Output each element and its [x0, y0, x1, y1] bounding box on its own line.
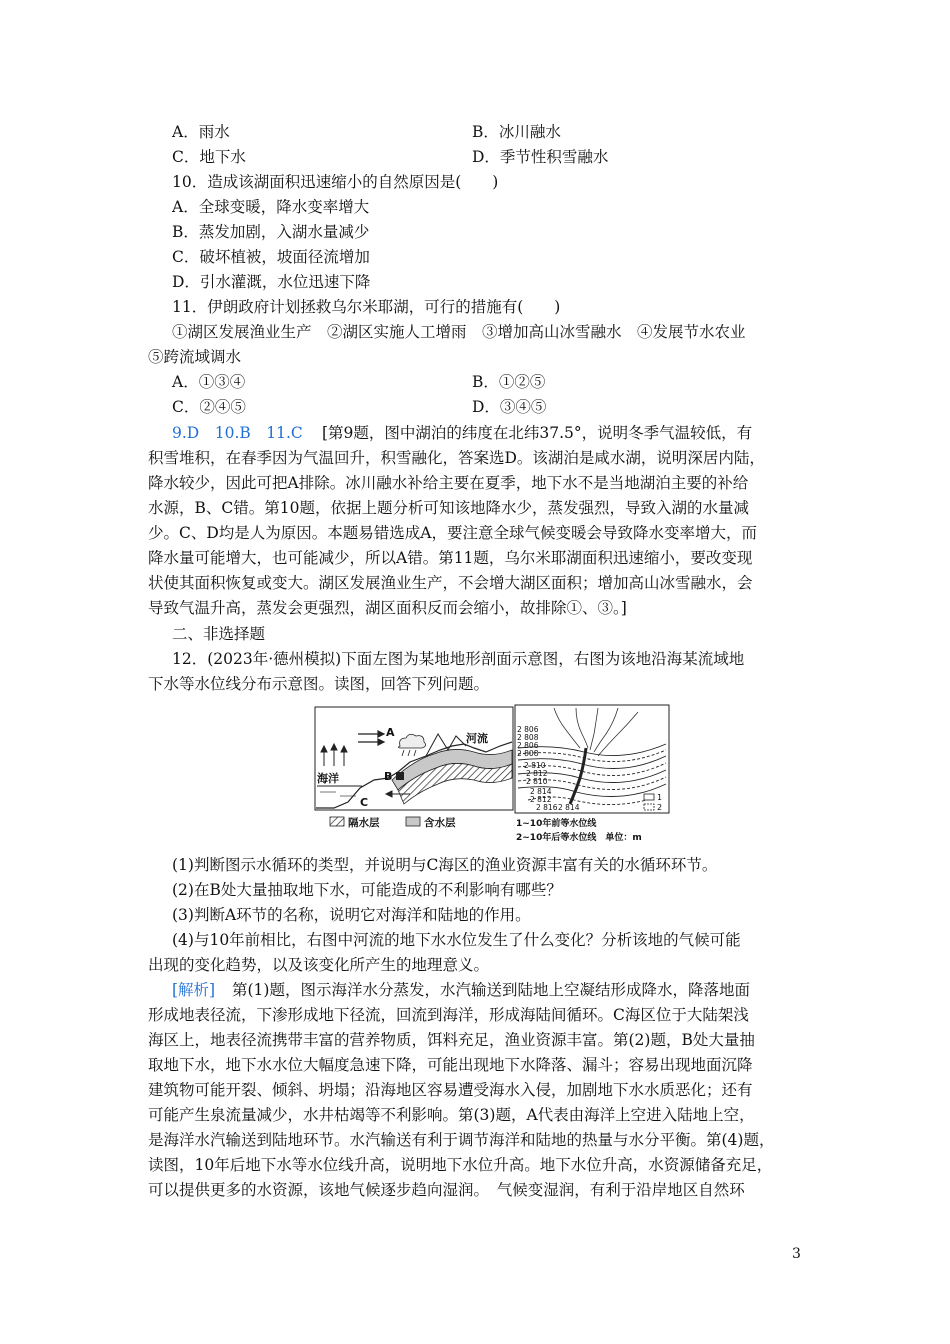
contour-label: 2 812 [526, 769, 548, 778]
label-a: A [386, 726, 395, 739]
analysis-line: 读图，10年后地下水等水位线升高，说明地下水位升高。地下水位升高，水资源储备充足， [148, 1156, 773, 1174]
contour-label: 2 806 [517, 725, 539, 734]
contour-label: 2 812 [530, 795, 552, 804]
q10-option-c: C．破坏植被，坡面径流增加 [172, 248, 370, 266]
section-title: 二、非选择题 [172, 625, 266, 643]
analysis-line: 海区上，地表径流携带丰富的营养物质，饵料充足，渔业资源丰富。第(2)题，B处大量抽 [148, 1031, 755, 1049]
q9-option-b: B．冰川融水 [472, 123, 561, 141]
q10-option-b: B．蒸发加剧，入湖水量减少 [172, 223, 370, 241]
label-c: C [360, 796, 369, 809]
q11-option-d: D．③④⑤ [472, 398, 547, 416]
q11-option-a: A．①③④ [172, 373, 246, 391]
legend-2: 2 [657, 803, 663, 812]
q11-stem: 11．伊朗政府计划拯救乌尔米耶湖，可行的措施有( ) [172, 298, 561, 316]
q11-items-line2: ⑤跨流域调水 [148, 348, 242, 366]
legend-2-swatch [644, 804, 654, 810]
contour-caption-1: 1~10年前等水位线 [516, 819, 597, 829]
legend-aquiclude-swatch [330, 817, 344, 826]
label-b: B [384, 770, 393, 783]
q9-option-a: A．雨水 [172, 123, 230, 141]
analysis-first-line: 第(1)题，图示海洋水分蒸发，水汽输送到陆地上空凝结形成降水，降落地面 [232, 981, 750, 999]
answer-explanation-line: 状使其面积恢复或变大。湖区发展渔业生产，不会增大湖区面积；增加高山冰雪融水，会 [148, 574, 753, 592]
building-icon [396, 772, 404, 780]
q10-option-d: D．引水灌溉，水位迅速下降 [172, 273, 371, 291]
answer-explanation-line: 导致气温升高，蒸发会更强烈，湖区面积反而会缩小，故排除①、③。] [148, 599, 627, 617]
contour-caption-2: 2~10年后等水位线 单位：m [516, 833, 642, 843]
answer-explanation-line: 降水量可能增大，也可能减少，所以A错。第11题，乌尔米耶湖面积迅速缩小，要改变现 [148, 549, 753, 567]
analysis-line: 取地下水，地下水水位大幅度急速下降，可能出现地下水降落、漏斗；容易出现地面沉降 [148, 1056, 753, 1074]
q11-option-c: C．②④⑤ [172, 398, 246, 416]
q12-stem-line2: 下水等水位线分布示意图。读图，回答下列问题。 [148, 675, 490, 693]
groundwater-contour-figure [514, 704, 672, 846]
contour-label: 2 814 [530, 787, 552, 796]
contour-label: 2 814 [558, 803, 580, 812]
answer-explanation-line: 少。C、D均是人为原因。本题易错选成A，要注意全球气候变暖会导致降水变率增大，而 [148, 524, 757, 542]
contour-label: 2 810 [526, 777, 548, 786]
legend-aquiclude: 隔水层 [348, 817, 380, 829]
q11-option-b: B．①②⑤ [472, 373, 546, 391]
analysis-tag: [解析] [172, 981, 216, 999]
contour-label: 2 806 [517, 741, 539, 750]
q12-sub1: (1)判断图示水循环的类型，并说明与C海区的渔业资源丰富有关的水循环环节。 [172, 856, 718, 874]
q12-sub2: (2)在B处大量抽取地下水，可能造成的不利影响有哪些？ [172, 881, 562, 899]
q12-sub3: (3)判断A环节的名称，说明它对海洋和陆地的作用。 [172, 906, 531, 924]
analysis-line: 是海洋水汽输送到陆地环节。水汽输送有利于调节海洋和陆地的热量与水分平衡。第(4)题， [148, 1131, 775, 1149]
answer-explanation-line: [第9题，图中湖泊的纬度在北纬37.5°，说明冬季气温较低，有 [322, 424, 753, 442]
q10-option-a: A．全球变暖，降水变率增大 [172, 198, 370, 216]
analysis-line: 建筑物可能开裂、倾斜、坍塌；沿海地区容易遭受海水入侵，加剧地下水水质恶化；还有 [148, 1081, 753, 1099]
q12-stem-line1: 12．(2023年·德州模拟)下面左图为某地地形剖面示意图，右图为该地沿海某流域地 [172, 650, 745, 668]
analysis-line: 可能产生泉流量减少，水井枯竭等不利影响。第(3)题，A代表由海洋上空进入陆地上空， [148, 1106, 755, 1124]
label-river: 河流 [466, 732, 488, 745]
q12-sub4-line1: (4)与10年前相比，右图中河流的地下水水位发生了什么变化？分析该地的气候可能 [172, 931, 741, 949]
legend-aquifer-swatch [406, 817, 420, 826]
q12-sub4-line2: 出现的变化趋势，以及该变化所产生的地理意义。 [148, 956, 490, 974]
q9-option-d: D．季节性积雪融水 [472, 148, 609, 166]
answer-explanation-line: 降水较少，因此可把A排除。冰川融水补给主要在夏季，地下水不是当地湖泊主要的补给 [148, 474, 749, 492]
analysis-line: 形成地表径流，下渗形成地下径流，回流到海洋，形成海陆间循环。C海区位于大陆架浅 [148, 1006, 749, 1024]
q10-stem: 10．造成该湖面积迅速缩小的自然原因是( ) [172, 173, 499, 191]
q9-option-c: C．地下水 [172, 148, 246, 166]
contour-label: 2 810 [524, 761, 546, 770]
label-ocean: 海洋 [317, 772, 339, 785]
contour-label: 2 816 [536, 803, 558, 812]
answer-explanation-line: 积雪堆积，在春季因为气温回升，积雪融化，答案选D。该湖泊是咸水湖，说明深居内陆， [148, 449, 765, 467]
page-number: 3 [792, 1246, 801, 1262]
contour-label: 2 808 [517, 749, 539, 758]
legend-1-swatch [644, 794, 654, 800]
answer-keys: 9.D 10.B 11.C [172, 424, 303, 442]
terrain-profile-figure [314, 706, 514, 832]
q11-items-line1: ①湖区发展渔业生产 ②湖区实施人工增雨 ③增加高山冰雪融水 ④发展节水农业 [172, 323, 746, 341]
contour-label: 2 808 [517, 733, 539, 742]
legend-1: 1 [657, 793, 663, 802]
legend-aquifer: 含水层 [424, 817, 456, 829]
analysis-line: 可以提供更多的水资源，该地气候逐步趋向湿润。 气候变湿润，有利于沿岸地区自然环 [148, 1181, 745, 1199]
answer-explanation-line: 水源，B、C错。第10题，依据上题分析可知该地降水少，蒸发强烈，导致入湖的水量减 [148, 499, 749, 517]
